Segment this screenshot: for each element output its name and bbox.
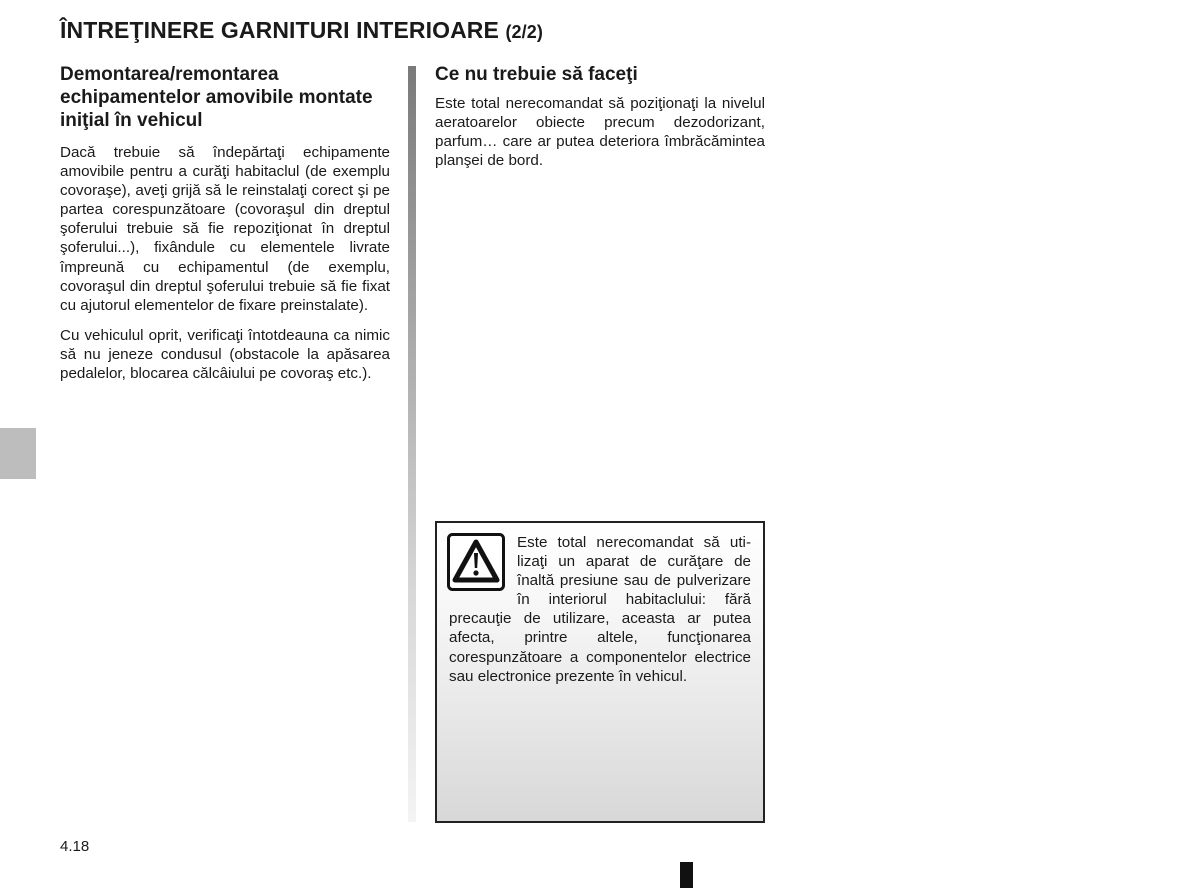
column-divider [408, 66, 416, 822]
page-title-text: ÎNTREŢINERE GARNITURI INTERIOARE [60, 17, 499, 43]
paragraph-reinstall-equipment: Dacă trebuie să îndepărtaţi echipamente amovibile pentru a curăţi habitaclul (de exemplu covoraşe), aveţi grijă să le reinstalaţi corect şi pe partea corespunzătoare (covoraşul din dreptul şoferului trebuie să fie repoziţionat în dreptul şoferului...), fixândule cu elementele livrate împreună cu echipamentul (de exemplu, covoraşul din dreptul şoferului trebuie să fie fixat cu ajutorul elementelor de fixare preinstalate). [60, 144, 390, 314]
page-number: 4.18 [60, 838, 90, 855]
warning-triangle-icon [447, 533, 505, 591]
section-heading-removable-equipment: Demontarea/remontarea echipamentelor amovibile montate iniţial în vehicul [60, 64, 373, 131]
print-registration-mark [680, 862, 693, 888]
right-column [435, 63, 765, 181]
warning-text: Este total nerecomandat să utilizaţi un aparat de curăţare de înaltă presiune sau de pulverizare în interiorul habitaclului: fără precauţie de utilizare, aceasta ar putea afecta, printre altele, funcţionarea corespunzătoare a componentelor electrice sau electronice prezente în vehicul. [449, 534, 751, 685]
paragraph-check-driving: Cu vehiculul oprit, verificaţi întotdeauna ca nimic să nu jeneze condusul (obstacole la apăsarea pedalelor, blocarea călcâiului pe covoraş etc.). [60, 326, 390, 383]
page-title [60, 17, 543, 44]
paragraph-air-vents: Este total nerecomandat să poziţionaţi la nivelul aeratoarelor obiecte precum dezodorizant, parfum… care ar putea deteriora îmbrăcămintea planşei de bord. [435, 95, 765, 170]
page-part-indicator: (2/2) [505, 22, 543, 42]
section-heading-what-not-to-do: Ce nu trebuie să faceţi [435, 64, 638, 85]
chapter-tab-marker [0, 428, 36, 479]
warning-box [435, 521, 765, 823]
left-column [60, 63, 390, 394]
